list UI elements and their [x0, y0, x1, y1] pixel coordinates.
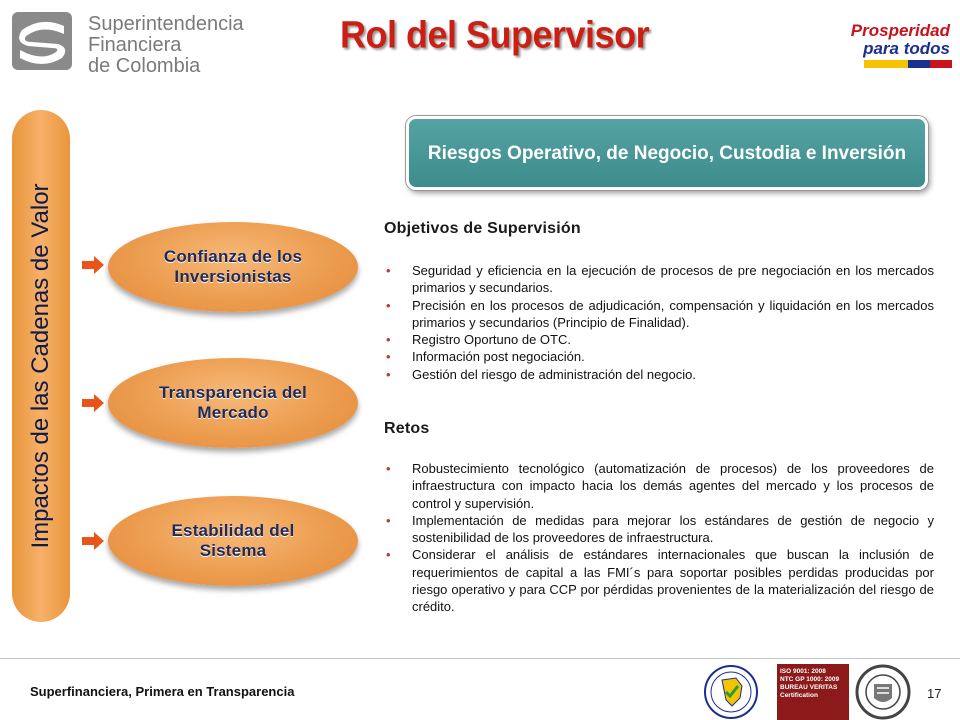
list-item: • Gestión del riesgo de administración del negocio. — [384, 366, 934, 383]
impact-oval-confianza — [108, 222, 358, 312]
impact-oval-estabilidad — [108, 496, 358, 586]
arrow-right-icon — [82, 256, 104, 274]
colombia-seal-icon — [696, 664, 766, 720]
impact-oval-transparencia — [108, 358, 358, 448]
list-item: • Implementación de medidas para mejorar los estándares de gestión de negocio y sostenibilidad de los proveedores de infraestructura. — [384, 512, 934, 547]
prosperidad-line-1: Prosperidad — [850, 21, 950, 40]
cert-line: Certification — [780, 692, 818, 699]
colombia-flag-stripe-icon — [864, 60, 952, 68]
list-item: • Seguridad y eficiencia en la ejecución de procesos de pre negociación en los mercados primarios y secundarios. — [384, 262, 934, 297]
bureau-veritas-seal-icon — [852, 664, 914, 720]
impact-oval-label: Transparencia del Mercado — [159, 383, 307, 422]
arrow-right-icon — [82, 394, 104, 412]
objetivos-list — [384, 262, 934, 383]
cert-line: NTC GP 1000: 2009 — [780, 676, 840, 683]
cert-line: ISO 9001: 2008 — [780, 668, 826, 675]
sfc-logo-mark-icon — [12, 12, 72, 70]
risk-header-box — [406, 116, 928, 190]
risk-header-text: Riesgos Operativo, de Negocio, Custodia e Inversión — [427, 142, 907, 164]
list-item: • Información post negociación. — [384, 348, 934, 365]
logo-line-2: Financiera — [88, 34, 182, 56]
vertical-band-label: Impactos de las Cadenas de Valor — [27, 183, 54, 549]
prosperidad-logo — [850, 14, 956, 78]
arrow-right-icon — [82, 532, 104, 550]
list-item: • Robustecimiento tecnológico (automatización de procesos) de los proveedores de infraestructura con impacto hacia los demás agentes del mercado y los procesos de control y supervisión. — [384, 460, 934, 512]
logo-line-1: Superintendencia — [88, 13, 244, 35]
logo-line-3: de Colombia — [88, 55, 201, 77]
cert-line: BUREAU VERITAS — [780, 684, 838, 691]
list-item: • Precisión en los procesos de adjudicación, compensación y liquidación en los mercados primarios y secundarios (Principio de Finalidad). — [384, 297, 934, 332]
footer-tagline: Superfinanciera, Primera en Transparencia — [30, 684, 295, 699]
prosperidad-logo-text — [851, 22, 950, 58]
footer-divider — [0, 658, 960, 659]
impact-oval-label: Confianza de los Inversionistas — [163, 247, 303, 286]
objetivos-heading: Objetivos de Supervisión — [384, 220, 581, 237]
page-title: Rol del Supervisor — [340, 12, 650, 56]
prosperidad-line-2: para todos — [863, 39, 950, 58]
list-item: • Considerar el análisis de estándares internacionales que buscan la inclusión de requerimientos de capital a las FMI´s para soportar posibles perdidas producidas por riesgo operativo y para CCP por pérdidas provenientes de la materialización del riesgo de crédito. — [384, 546, 934, 615]
list-item: • Registro Oportuno de OTC. — [384, 331, 934, 348]
sfc-logo — [12, 12, 244, 77]
sfc-logo-text — [88, 14, 244, 77]
iso-certification-badge — [777, 664, 849, 720]
retos-list — [384, 460, 934, 616]
page-number: 17 — [927, 686, 942, 701]
impact-oval-label: Estabilidad del Sistema — [171, 521, 295, 560]
retos-heading: Retos — [384, 420, 430, 437]
